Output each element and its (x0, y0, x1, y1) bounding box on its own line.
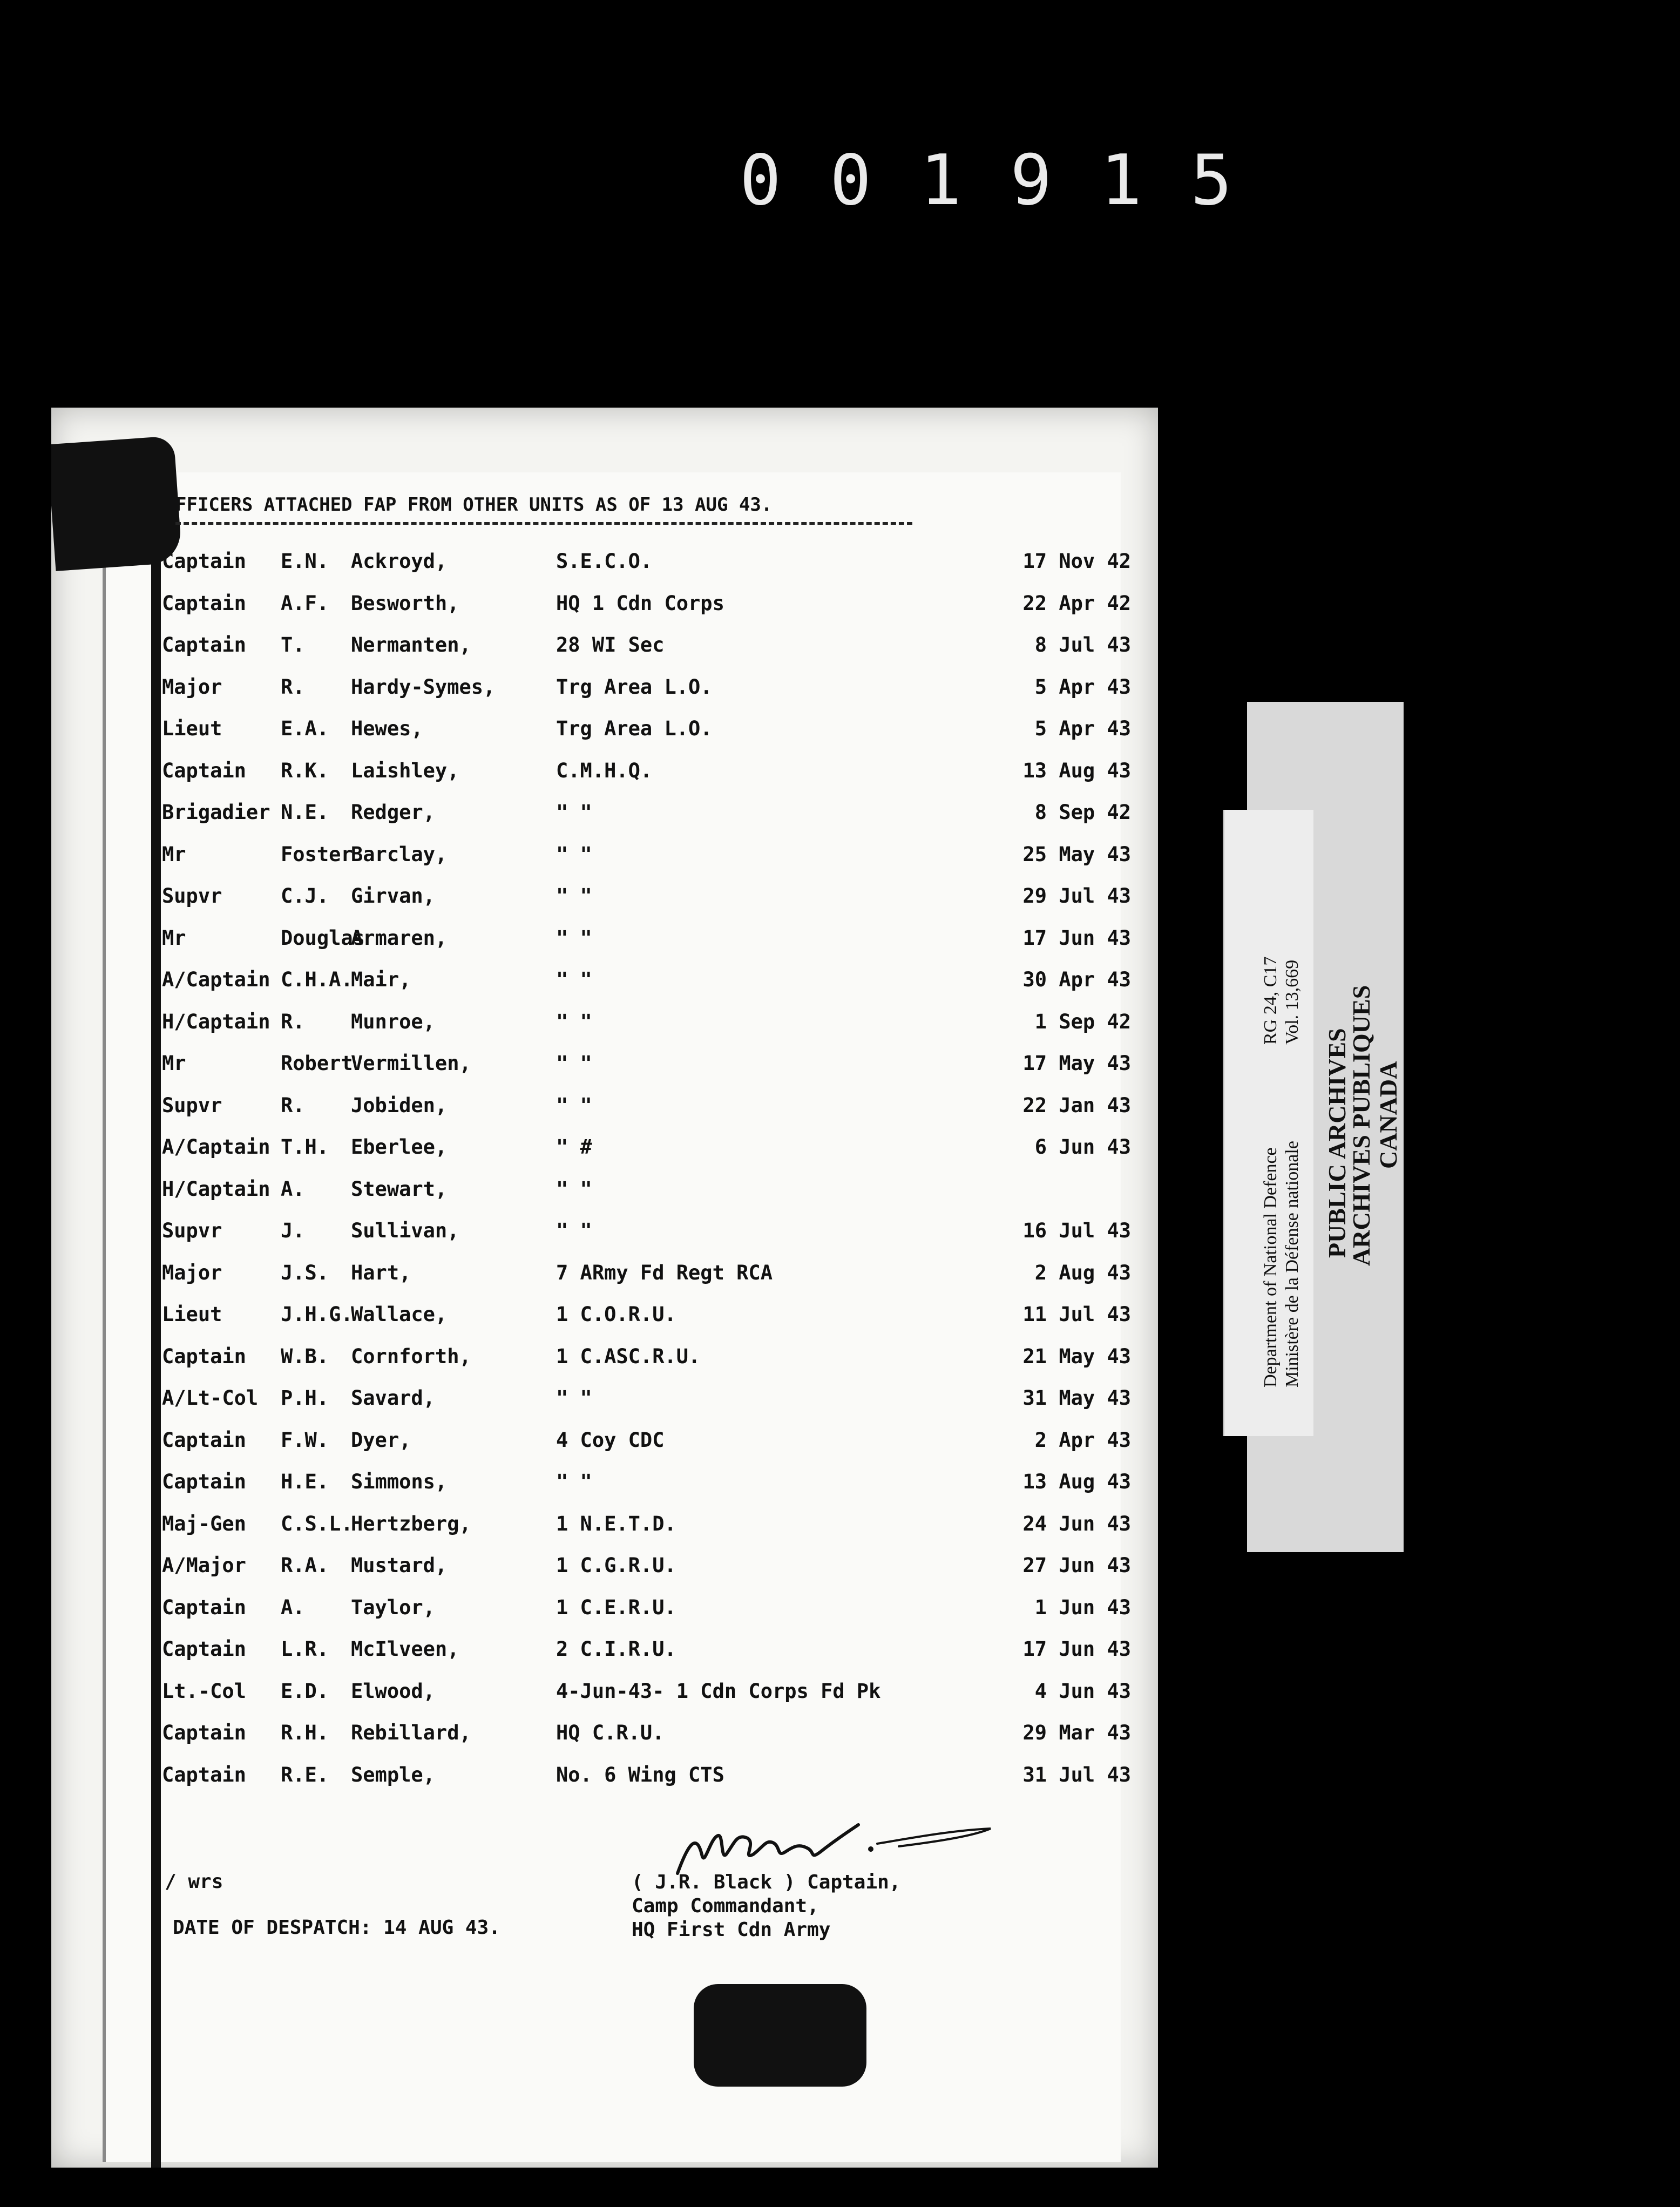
officer-rank: Lieut (162, 717, 222, 740)
document-sheet (51, 408, 1158, 2168)
officer-initials: T. (281, 633, 305, 656)
officer-unit: 28 WI Sec (556, 633, 665, 656)
attachment-date: 22 Apr 42 (1022, 591, 1131, 615)
attachment-date: 24 Jun 43 (1022, 1512, 1131, 1535)
frame-number: 001915 (740, 140, 1281, 221)
officer-rank: A/Major (162, 1554, 246, 1577)
officer-name: Taylor, (351, 1595, 435, 1619)
officer-name: Mair, (351, 968, 411, 991)
attachment-date: 29 Mar 43 (1022, 1721, 1131, 1744)
signatory-name: ( J.R. Black ) Captain, (632, 1871, 901, 1893)
officer-unit: " " (556, 842, 592, 866)
officer-unit: 1 C.E.R.U. (556, 1595, 676, 1619)
officer-unit: 1 C.ASC.R.U. (556, 1344, 701, 1368)
roster-row (162, 671, 1158, 713)
officer-name: Hardy-Symes, (351, 675, 496, 699)
officer-name: Laishley, (351, 759, 459, 782)
officer-unit: " " (556, 1386, 592, 1410)
roster-row (162, 1592, 1158, 1634)
roster-row (162, 1759, 1158, 1801)
officer-name: Ackroyd, (351, 550, 448, 573)
roster-row (162, 1089, 1158, 1132)
archive-volume: Vol. 13,669 (1282, 959, 1302, 1045)
officer-name: Mustard, (351, 1554, 448, 1577)
officer-initials: L.R. (281, 1637, 329, 1661)
attachment-date: 6 Jun 43 (1034, 1135, 1131, 1159)
officer-rank: Maj-Gen (162, 1512, 246, 1535)
attachment-date: 17 May 43 (1022, 1052, 1131, 1075)
officer-name: Redger, (351, 801, 435, 824)
roster-row (162, 922, 1158, 964)
roster-row (162, 1717, 1158, 1759)
roster-row (162, 796, 1158, 838)
officer-unit: " " (556, 1177, 592, 1201)
officer-unit: 1 C.O.R.U. (556, 1303, 676, 1326)
officer-rank: Supvr (162, 1219, 222, 1242)
attachment-date: 27 Jun 43 (1022, 1554, 1131, 1577)
officer-initials: R. (281, 675, 305, 699)
attachment-date: 22 Jan 43 (1022, 1093, 1131, 1117)
roster-row (162, 880, 1158, 922)
roster-row (162, 629, 1158, 671)
officer-rank: Captain (162, 1344, 246, 1368)
attachment-date: 17 Jun 43 (1022, 1637, 1131, 1661)
officer-initials: J.S. (281, 1261, 329, 1284)
officer-initials: F.W. (281, 1428, 329, 1452)
officer-initials: R.E. (281, 1763, 329, 1786)
officer-initials: E.A. (281, 717, 329, 740)
officer-initials: A. (281, 1177, 305, 1201)
officer-initials: N.E. (281, 801, 329, 824)
roster-row (162, 1675, 1158, 1717)
attachment-date: 31 Jul 43 (1022, 1763, 1131, 1786)
officer-rank: Major (162, 675, 222, 699)
officer-rank: Captain (162, 1428, 246, 1452)
roster-row (162, 1173, 1158, 1215)
attachment-date: 8 Jul 43 (1034, 633, 1131, 656)
officer-roster (162, 545, 1158, 1800)
archive-record-group: RG 24, C17 (1261, 956, 1281, 1045)
attachment-date: 29 Jul 43 (1022, 884, 1131, 908)
signatory-unit: HQ First Cdn Army (632, 1919, 831, 1941)
officer-initials: T.H. (281, 1135, 329, 1159)
officer-initials: R.A. (281, 1554, 329, 1577)
officer-unit: HQ 1 Cdn Corps (556, 591, 724, 615)
roster-row (162, 964, 1158, 1006)
officer-name: Girvan, (351, 884, 435, 908)
officer-unit: " " (556, 1470, 592, 1493)
officer-name: Besworth, (351, 591, 459, 615)
officer-name: Hewes, (351, 717, 423, 740)
roster-row (162, 838, 1158, 881)
roster-row (162, 1466, 1158, 1508)
officer-rank: Captain (162, 1763, 246, 1786)
roster-row (162, 545, 1158, 587)
officer-initials: Foster (281, 842, 353, 866)
attachment-date: 30 Apr 43 (1022, 968, 1131, 991)
officer-name: Semple, (351, 1763, 435, 1786)
officer-rank: Mr (162, 926, 186, 950)
officer-rank: Mr (162, 1052, 186, 1075)
page-edge-shadow (151, 537, 161, 2168)
officer-name: Munroe, (351, 1010, 435, 1033)
attachment-date: 25 May 43 (1022, 842, 1131, 866)
officer-rank: Lt.-Col (162, 1679, 246, 1703)
attachment-date: 13 Aug 43 (1022, 759, 1131, 782)
officer-name: Armaren, (351, 926, 448, 950)
officer-initials: A.F. (281, 591, 329, 615)
officer-name: Jobiden, (351, 1093, 448, 1117)
officer-rank: H/Captain (162, 1010, 270, 1033)
officer-unit: 2 C.I.R.U. (556, 1637, 676, 1661)
archive-name-en: PUBLIC ARCHIVES (1323, 1028, 1351, 1258)
officer-rank: A/Captain (162, 968, 270, 991)
officer-rank: Captain (162, 591, 246, 615)
officer-rank: Captain (162, 759, 246, 782)
heading-underline (175, 522, 912, 525)
archive-dept-en: Department of National Defence (1261, 1147, 1281, 1387)
officer-initials: R.H. (281, 1721, 329, 1744)
roster-row (162, 1424, 1158, 1466)
attachment-date: 5 Apr 43 (1034, 717, 1131, 740)
officer-rank: A/Captain (162, 1135, 270, 1159)
roster-row (162, 1298, 1158, 1341)
archive-country: CANADA (1374, 1061, 1402, 1169)
officer-unit: No. 6 Wing CTS (556, 1763, 724, 1786)
officer-name: Wallace, (351, 1303, 448, 1326)
officer-unit: Trg Area L.O. (556, 675, 713, 699)
officer-unit: " " (556, 1010, 592, 1033)
officer-initials: R.K. (281, 759, 329, 782)
officer-unit: " " (556, 968, 592, 991)
roster-row (162, 755, 1158, 797)
officer-rank: Captain (162, 1470, 246, 1493)
officer-name: Barclay, (351, 842, 448, 866)
attachment-date: 5 Apr 43 (1034, 675, 1131, 699)
archive-dept-fr: Ministère de la Défense nationale (1282, 1141, 1302, 1387)
attachment-date: 31 May 43 (1022, 1386, 1131, 1410)
officer-unit: " # (556, 1135, 592, 1159)
officer-rank: Lieut (162, 1303, 222, 1326)
attachment-date: 11 Jul 43 (1022, 1303, 1131, 1326)
roster-row (162, 1382, 1158, 1424)
officer-name: Cornforth, (351, 1344, 471, 1368)
officer-unit: 1 N.E.T.D. (556, 1512, 676, 1535)
officer-name: Nermanten, (351, 633, 471, 656)
attachment-date: 2 Aug 43 (1034, 1261, 1131, 1284)
officer-name: Elwood, (351, 1679, 435, 1703)
roster-row (162, 1341, 1158, 1383)
officer-rank: Supvr (162, 884, 222, 908)
officer-unit: 4-Jun-43- 1 Cdn Corps Fd Pk (556, 1679, 881, 1703)
signature-block (632, 1871, 901, 1942)
officer-unit: S.E.C.O. (556, 550, 653, 573)
officer-unit: " " (556, 1052, 592, 1075)
officer-unit: 1 C.G.R.U. (556, 1554, 676, 1577)
roster-row (162, 1047, 1158, 1089)
officer-rank: Supvr (162, 1093, 222, 1117)
document-heading: FFICERS ATTACHED FAP FROM OTHER UNITS AS OF 13 AUG 43. (175, 494, 773, 516)
officer-rank: Brigadier (162, 801, 270, 824)
officer-unit: Trg Area L.O. (556, 717, 713, 740)
officer-name: Dyer, (351, 1428, 411, 1452)
roster-row (162, 1633, 1158, 1675)
officer-name: Eberlee, (351, 1135, 448, 1159)
officer-unit: 7 ARmy Fd Regt RCA (556, 1261, 773, 1284)
officer-rank: Captain (162, 1637, 246, 1661)
officer-rank: Mr (162, 842, 186, 866)
reference-initials: / wrs (165, 1871, 223, 1893)
roster-row (162, 1257, 1158, 1299)
officer-initials: Robert (281, 1052, 353, 1075)
officer-rank: Captain (162, 550, 246, 573)
officer-initials: C.H.A. (281, 968, 353, 991)
officer-rank: Major (162, 1261, 222, 1284)
officer-unit: " " (556, 801, 592, 824)
roster-row (162, 1131, 1158, 1173)
officer-initials: J.H.G. (281, 1303, 353, 1326)
attachment-date: 8 Sep 42 (1034, 801, 1131, 824)
attachment-date: 1 Sep 42 (1034, 1010, 1131, 1033)
officer-unit: " " (556, 1093, 592, 1117)
roster-row (162, 1508, 1158, 1550)
officer-unit: HQ C.R.U. (556, 1721, 665, 1744)
officer-initials: E.N. (281, 550, 329, 573)
roster-row (162, 713, 1158, 755)
officer-unit: C.M.H.Q. (556, 759, 653, 782)
officer-initials: R. (281, 1010, 305, 1033)
officer-unit: " " (556, 884, 592, 908)
officer-initials: E.D. (281, 1679, 329, 1703)
officer-rank: H/Captain (162, 1177, 270, 1201)
attachment-date: 2 Apr 43 (1034, 1428, 1131, 1452)
attachment-date: 21 May 43 (1022, 1344, 1131, 1368)
officer-initials: C.J. (281, 884, 329, 908)
attachment-date: 17 Jun 43 (1022, 926, 1131, 950)
officer-name: Rebillard, (351, 1721, 471, 1744)
despatch-date: DATE OF DESPATCH: 14 AUG 43. (173, 1917, 500, 1939)
attachment-date: 13 Aug 43 (1022, 1470, 1131, 1493)
officer-name: Simmons, (351, 1470, 448, 1493)
officer-rank: Captain (162, 633, 246, 656)
officer-initials: P.H. (281, 1386, 329, 1410)
officer-rank: Captain (162, 1595, 246, 1619)
officer-initials: W.B. (281, 1344, 329, 1368)
officer-initials: Douglas (281, 926, 365, 950)
attachment-date: 1 Jun 43 (1034, 1595, 1131, 1619)
officer-unit: 4 Coy CDC (556, 1428, 665, 1452)
officer-unit: " " (556, 926, 592, 950)
officer-name: Savard, (351, 1386, 435, 1410)
archive-name-fr: ARCHIVES PUBLIQUES (1347, 985, 1375, 1266)
bottom-blot (694, 1984, 866, 2087)
roster-row (162, 1549, 1158, 1592)
officer-unit: " " (556, 1219, 592, 1242)
officer-initials: H.E. (281, 1470, 329, 1493)
officer-name: Hart, (351, 1261, 411, 1284)
officer-initials: C.S.L. (281, 1512, 353, 1535)
officer-initials: A. (281, 1595, 305, 1619)
attachment-date: 17 Nov 42 (1022, 550, 1131, 573)
attachment-date: 4 Jun 43 (1034, 1679, 1131, 1703)
officer-initials: J. (281, 1219, 305, 1242)
officer-rank: Captain (162, 1721, 246, 1744)
signatory-title: Camp Commandant, (632, 1895, 819, 1917)
officer-rank: A/Lt-Col (162, 1386, 259, 1410)
roster-row (162, 587, 1158, 629)
roster-row (162, 1215, 1158, 1257)
roster-row (162, 1006, 1158, 1048)
officer-name: Sullivan, (351, 1219, 459, 1242)
officer-name: McIlveen, (351, 1637, 459, 1661)
officer-name: Stewart, (351, 1177, 448, 1201)
officer-name: Hertzberg, (351, 1512, 471, 1535)
officer-name: Vermillen, (351, 1052, 471, 1075)
attachment-date: 16 Jul 43 (1022, 1219, 1131, 1242)
officer-initials: R. (281, 1093, 305, 1117)
